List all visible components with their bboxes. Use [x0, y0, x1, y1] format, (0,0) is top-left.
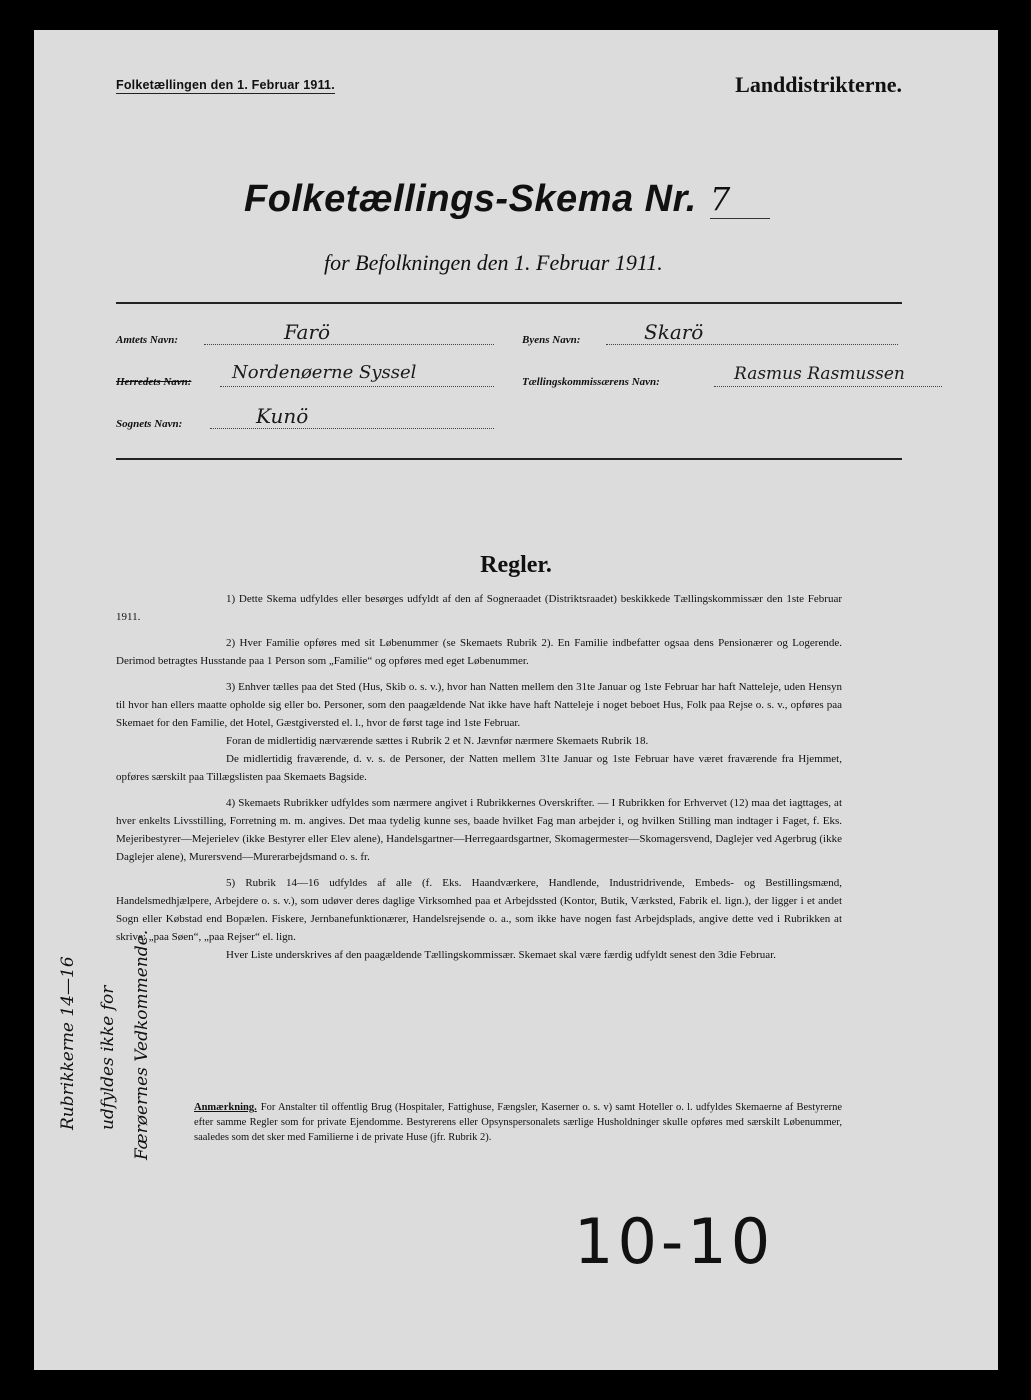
- margin-note-line-1: Rubrikkerne 14—16: [58, 956, 78, 1130]
- herred-label: Herredets Navn:: [116, 376, 192, 388]
- census-form-page: [34, 30, 998, 1370]
- rule-2: 2) Hver Familie opføres med sit Løbenummer (se Skemaets Rubrik 2). En Familie indbefatter ogsaa dens Pensionærer og Logerende. Derimod betragtes Husstande paa 1 Person som „Familie“ og opføres med eget Løbenummer.: [116, 637, 842, 667]
- rule-1: 1) Dette Skema udfyldes eller besørges udfyldt af den af Sogneraadet (Distriktsraadet) beskikkede Tællingskommissær den 1ste Februar 1911.: [116, 593, 842, 623]
- annotation-note: [194, 1100, 842, 1145]
- byen-label: Byens Navn:: [522, 334, 581, 346]
- amt-line: [204, 322, 494, 345]
- rule-4: 4) Skemaets Rubrikker udfyldes som nærmere angivet i Rubrikkernes Overskrifter. — I Rubrikken for Erhvervet (12) maa det iagttages, at hver enkelts Livsstilling, Forretning m. m. angives. Det maa tydelig kunne ses, baade hvilket Fag man arbejder i, og hvilken Stilling man indtager i Faget, f. Eks. Mejeribestyrer—Mejerielev (ikke Bestyrer eller Elev alene), Handelsgartner—Herregaardsgartner, Skomagermester—Skomagersvend, Daglejer ved Agerbrug (ikke Daglejer alene), Murersvend—Murerarbejdsmand o. s. fr.: [116, 797, 842, 863]
- byen-value: Skarö: [644, 320, 704, 344]
- district-type-header: Landdistrikterne.: [735, 72, 902, 97]
- form-title: Folketællings-Skema Nr.: [244, 178, 697, 220]
- rule-3-present: Foran de midlertidig nærværende sættes i Rubrik 2 et N. Jævnfør nærmere Skemaets Rubrik 18.: [226, 735, 649, 747]
- sogn-label: Sognets Navn:: [116, 418, 183, 430]
- divider-top: [116, 302, 902, 304]
- margin-note-line-3: Færøernes Vedkommende.: [132, 929, 152, 1160]
- amt-value: Farö: [284, 320, 331, 344]
- rule-signature: Hver Liste underskrives af den paagældende Tællingskommissær. Skemaet skal være færdig udfyldt senest den 3die Februar.: [226, 949, 776, 961]
- sogn-line: [210, 406, 494, 429]
- rule-5: 5) Rubrik 14—16 udfyldes af alle (f. Eks. Haandværkere, Handlende, Industridrivende, Embeds- og Bestillingsmænd, Handelsmedhjælpere, Arbejdere o. s. v.), som udøver deres daglige Virksomhed paa et Arbejdssted (Kontor, Butik, Værksted, Fabrik el. lign.), der ligger i et andet Sogn eller Købstad end Bopælen. Fiskere, Jernbanefunktionærer, Handelsrejsende o. a., som ikke have nogen fast Arbejdsplads, angive dette ved i Rubrikken at skrive: „paa Søen“, „paa Rejser“ el. lign.: [116, 877, 842, 943]
- note-label: Anmærkning.: [194, 1102, 257, 1113]
- amt-label: Amtets Navn:: [116, 334, 179, 346]
- handwritten-number: 10-10: [574, 1205, 775, 1278]
- note-text: For Anstalter til offentlig Brug (Hospitaler, Fattighuse, Fængsler, Kaserner o. s. v) samt Hoteller o. l. udfyldes Skemaerne af Bestyrerne efter samme Regler som for private Ejendomme. Bestyrerens eller Opsynspersonalets særlige Husholdninger skulle opføres med særskilt Løbenummer, saaledes som det sker med Familierne i de private Huse (jfr. Rubrik 2).: [194, 1102, 842, 1143]
- rules-title: Regler.: [480, 552, 552, 578]
- form-number: 7: [710, 180, 770, 219]
- rule-3-absent: De midlertidig fraværende, d. v. s. de Personer, der Natten mellem 31te Januar og 1ste Februar have været fraværende fra Hjemmet, opføres særskilt paa Tillægslisten paa Skemaets Bagside.: [116, 753, 842, 783]
- sogn-value: Kunö: [256, 404, 309, 428]
- census-date-header: Folketællingen den 1. Februar 1911.: [116, 78, 335, 92]
- taellingskommissaer-label: Tællingskommissærens Navn:: [522, 376, 660, 388]
- herred-value: Nordenøerne Syssel: [232, 362, 417, 383]
- margin-note-line-2: udfyldes ikke for: [98, 985, 118, 1130]
- divider-bottom: [116, 458, 902, 460]
- taellingskommissaer-value: Rasmus Rasmussen: [734, 364, 905, 384]
- rules-body: [116, 590, 842, 972]
- rule-3: 3) Enhver tælles paa det Sted (Hus, Skib o. s. v.), hvor han Natten mellem den 31te Januar og 1ste Februar har haft Natteleje, uden Hensyn til hvor han ellers maatte opholde sig eller bo. Personer, som den paagældende Nat ikke have haft Natteleje i noget beboet Hus, Folk paa Rejse o. s. v., opføres paa Skemaet for den Familie, det Hotel, Gæstgiversted el. l., hvor de først tage ind 1ste Februar.: [116, 681, 842, 729]
- form-subtitle: for Befolkningen den 1. Februar 1911.: [324, 250, 663, 275]
